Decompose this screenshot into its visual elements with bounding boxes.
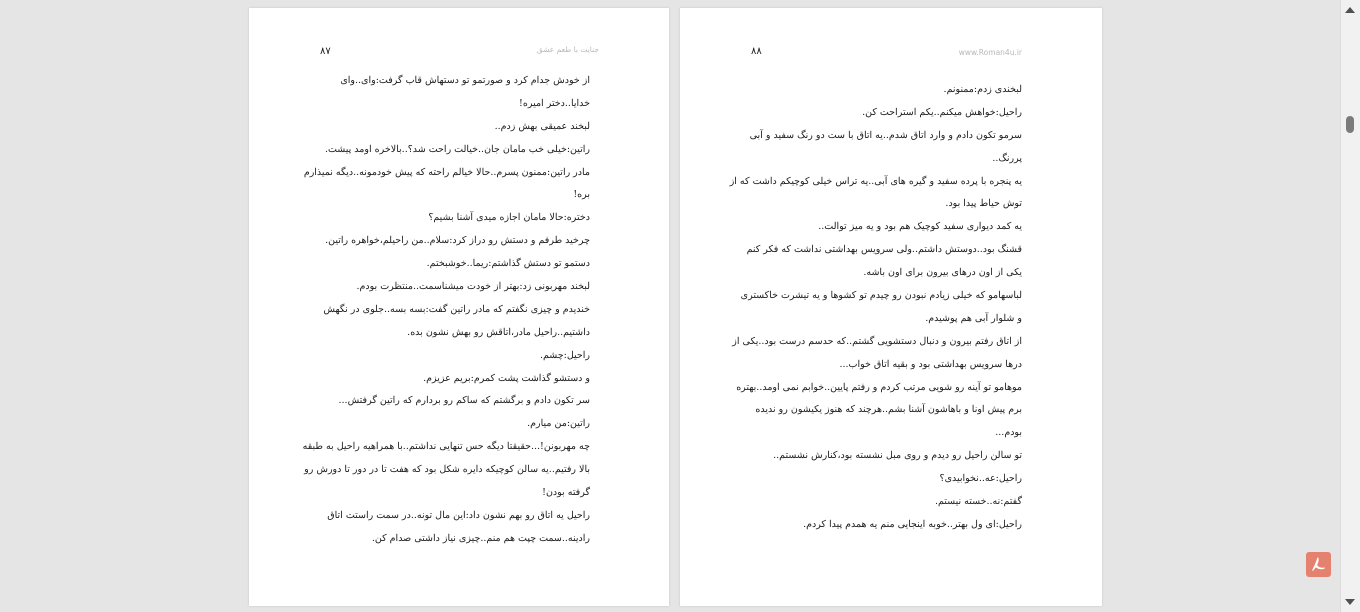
text-line: دستمو تو دستش گذاشتم:ریما..خوشبختم. (426, 258, 590, 270)
acrobat-pdf-icon (1310, 556, 1327, 573)
text-line: سر تکون دادم و برگشتم که ساکم رو بردارم که راتین گرفتش... (338, 395, 590, 407)
pdf-viewer (3, 0, 1341, 612)
text-line: بودم... (995, 427, 1022, 439)
page-header: www.Roman4u.ir (958, 48, 1022, 57)
text-line: خندیدم و چیزی نگفتم که مادر راتین گفت:بسه بسه..جلوی در نگهش (323, 303, 590, 315)
text-line: لبخندی زدم:ممنونم. (943, 84, 1022, 95)
text-line: سرمو تکون دادم و وارد اتاق شدم..یه اتاق با ست دو رنگ سفید و آبی (749, 129, 1022, 141)
text-line: راتین:خیلی خب مامان جان..خیالت راحت شد؟..بالاخره اومد پیشت. (324, 143, 590, 155)
text-line: لبخند عمیقی بهش زدم.. (494, 120, 590, 132)
pdf-download-button[interactable] (1306, 552, 1331, 577)
text-line: موهامو تو آینه رو شویی مرتب کردم و رفتم پایین..خوابم نمی اومد..بهتره (736, 381, 1022, 393)
text-line: مادر راتین:ممنون پسرم..حالا خیالم راحته که پیش خودمونه..دیگه نمیذارم (303, 166, 590, 178)
text-line: لباسهامو که خیلی زیادم نبودن رو چیدم تو کشوها و یه تیشرت خاکستری (740, 290, 1022, 302)
text-line: و شلوار آبی هم پوشیدم. (925, 312, 1022, 324)
text-line: بالا رفتیم..یه سالن کوچیکه دایره شکل بود که هفت تا در دور تا دورش رو (304, 464, 590, 476)
text-line: راحیل یه اتاق رو بهم نشون داد:این مال تونه..در سمت راستت اتاق (327, 509, 590, 521)
text-line: درها سرویس بهداشتی بود و بقیه اتاق خواب... (839, 358, 1022, 370)
text-line: یکی از اون درهای بیرون برای اون باشه. (863, 267, 1022, 279)
text-line: لبخند مهربونی زد:بهتر از خودت میشناسمت..منتظرت بودم. (356, 281, 590, 293)
text-line: قشنگ بود..دوستش داشتم..ولی سرویس بهداشتی نداشت که فکر کنم (746, 244, 1022, 256)
page-number: ۸۸ (751, 46, 762, 57)
text-line: بره! (573, 189, 590, 201)
text-line: راحیل:عه..نخوابیدی؟ (939, 473, 1022, 485)
text-line: دختره:حالا مامان اجازه میدی آشنا بشیم؟ (428, 212, 590, 224)
text-line: تو سالن راحیل رو دیدم و روی مبل نشسته بود،کنارش نشستم.. (773, 450, 1022, 462)
text-line: راحیل:ای ول بهتر..خوبه اینجایی منم یه همدم پیدا کردم. (803, 518, 1022, 530)
scroll-up-arrow-icon[interactable] (1345, 7, 1355, 13)
vertical-scrollbar[interactable] (1340, 0, 1360, 612)
page-88 (680, 8, 1102, 606)
text-line: گرفته بودن! (542, 487, 590, 499)
text-line: یه پنجره با پرده سفید و گیره های آبی..یه تراس خیلی کوچیکم داشت که از (729, 175, 1022, 187)
text-line: راتین:من میارم. (527, 418, 590, 430)
text-line: پررنگ.. (992, 152, 1022, 164)
scroll-down-arrow-icon[interactable] (1345, 599, 1355, 605)
page-header: جنایت با طعم عشق (536, 45, 599, 54)
text-line: از اتاق رفتم بیرون و دنبال دستشویی گشتم..که حدسم درست بود..یکی از (732, 335, 1022, 347)
text-line: و دستشو گذاشت پشت کمرم:بریم عزیزم. (423, 372, 590, 384)
page-text (303, 70, 590, 551)
text-line: راحیل:خواهش میکنم..یکم استراحت کن. (862, 106, 1022, 118)
page-text (730, 79, 1022, 537)
text-line: داشتیم..راحیل مادر،اتاقش رو بهش نشون بده. (407, 326, 590, 338)
text-line: رادینه..سمت چپت هم منم..چیزی نیاز داشتی صدام کن. (371, 532, 590, 544)
text-line: چرخید طرفم و دستش رو دراز کرد:سلام..من راحیلم،خواهره راتین. (325, 235, 590, 247)
page-number: ۸۷ (320, 46, 331, 57)
scrollbar-thumb[interactable] (1346, 116, 1354, 133)
text-line: برم پیش اونا و باهاشون آشنا بشم..هرچند که هنوز یکیشون رو ندیده (755, 404, 1022, 416)
text-line: از خودش جدام کرد و صورتمو تو دستهاش قاب گرفت:وای..وای (340, 75, 590, 86)
text-line: راحیل:چشم. (539, 349, 590, 361)
text-line: یه کمد دیواری سفید کوچیک هم بود و یه میز توالت.. (818, 221, 1022, 233)
text-line: گفتم:نه..خسته نیستم. (934, 496, 1022, 508)
page-87 (249, 8, 669, 606)
text-line: توش حیاط پیدا بود. (945, 198, 1022, 210)
text-line: خدایا..دختر امیره! (519, 97, 590, 109)
text-line: چه مهربونن!...حقیقتا دیگه حس تنهایی نداشتم..با همراهیه راحیل به طبقه (302, 441, 590, 453)
